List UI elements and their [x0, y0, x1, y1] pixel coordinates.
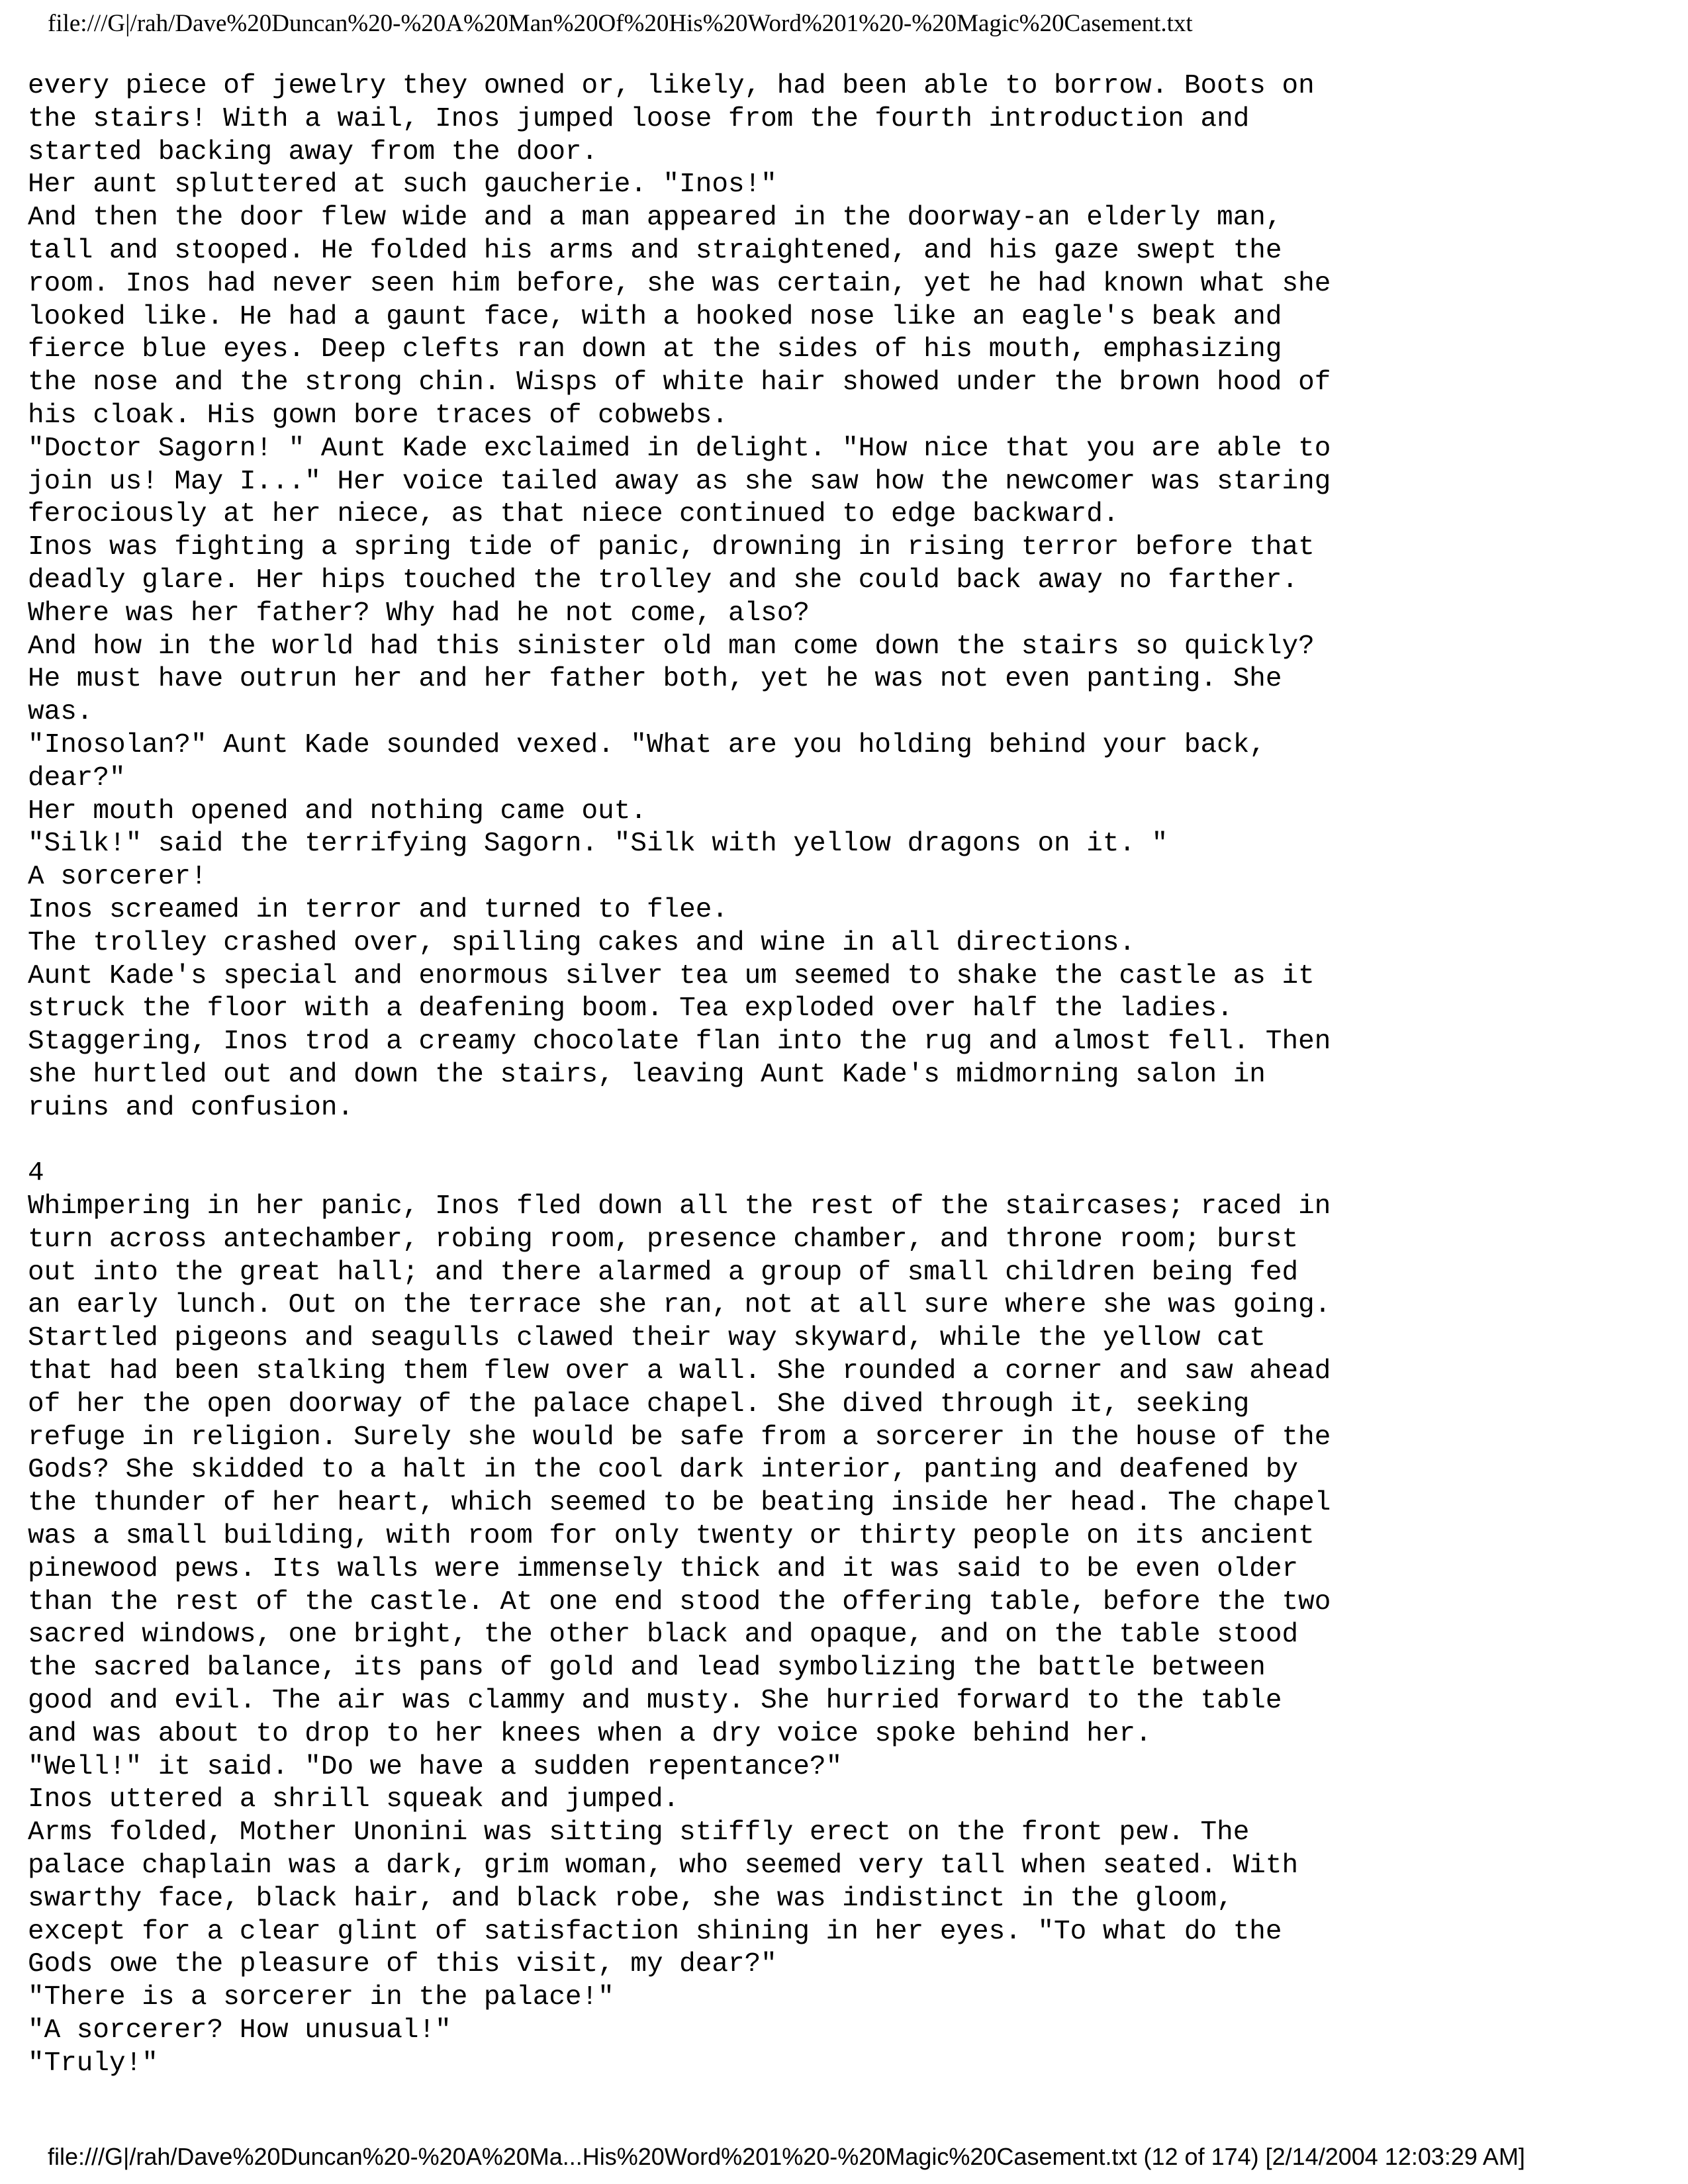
text-line: tall and stooped. He folded his arms and straightened, and his gaze swept the	[28, 235, 1282, 266]
text-line: swarthy face, black hair, and black robe, she was indistinct in the gloom,	[28, 1883, 1233, 1914]
text-line	[28, 1125, 1656, 1158]
text-line: sacred windows, one bright, the other black and opaque, and on the table stood	[28, 1619, 1299, 1651]
text-line: turn across antechamber, robing room, presence chamber, and throne room; burst	[28, 1224, 1299, 1255]
text-line: struck the floor with a deafening boom. Tea exploded over half the ladies.	[28, 993, 1233, 1024]
text-line: was.	[28, 697, 93, 728]
text-line: "Inosolan?" Aunt Kade sounded vexed. "What are you holding behind your back,	[28, 729, 1266, 760]
text-line: Her mouth opened and nothing came out.	[28, 796, 647, 827]
text-line: "Truly!"	[28, 2048, 158, 2079]
text-line: an early lunch. Out on the terrace she ran, not at all sure where she was going.	[28, 1290, 1331, 1321]
text-line: "Doctor Sagorn! " Aunt Kade exclaimed in delight. "How nice that you are able to	[28, 433, 1331, 464]
text-line: every piece of jewelry they owned or, likely, had been able to borrow. Boots on	[28, 71, 1315, 101]
text-line: And how in the world had this sinister old man come down the stairs so quickly?	[28, 631, 1315, 662]
text-line: except for a clear glint of satisfaction shining in her eyes. "To what do the	[28, 1916, 1282, 1947]
text-line: "A sorcerer? How unusual!"	[28, 2015, 451, 2046]
page-url-header: file:///G|/rah/Dave%20Duncan%20-%20A%20Man%20Of%20His%20Word%201%20-%20Magic%20Casement.txt	[48, 10, 1193, 37]
text-line: join us! May I..." Her voice tailed away as she saw how the newcomer was staring	[28, 466, 1331, 497]
text-line: Arms folded, Mother Unonini was sitting stiffly erect on the front pew. The	[28, 1817, 1250, 1848]
text-line: "There is a sorcerer in the palace!"	[28, 1982, 614, 2013]
text-line: Staggering, Inos trod a creamy chocolate flan into the rug and almost fell. Then	[28, 1026, 1331, 1058]
text-line: Gods? She skidded to a halt in the cool dark interior, panting and deafened by	[28, 1455, 1299, 1486]
text-line: his cloak. His gown bore traces of cobwebs.	[28, 400, 728, 431]
text-line: good and evil. The air was clammy and musty. She hurried forward to the table	[28, 1686, 1282, 1717]
text-line: Inos was fighting a spring tide of panic, drowning in rising terror before that	[28, 532, 1315, 563]
text-line: started backing away from the door.	[28, 136, 598, 167]
text-line: she hurtled out and down the stairs, leaving Aunt Kade's midmorning salon in	[28, 1059, 1266, 1090]
page-footer-status: file:///G|/rah/Dave%20Duncan%20-%20A%20Ma...His%20Word%201%20-%20Magic%20Casement.txt (12 of 174) [2/14/2004 12:03:29 AM]	[48, 2143, 1525, 2170]
text-line: "Silk!" said the terrifying Sagorn. "Silk with yellow dragons on it. "	[28, 829, 1168, 860]
text-line: Aunt Kade's special and enormous silver tea um seemed to shake the castle as it	[28, 960, 1315, 991]
text-line: And then the door flew wide and a man appeared in the doorway-an elderly man,	[28, 203, 1282, 234]
text-line: 4	[28, 1158, 44, 1189]
text-line: A sorcerer!	[28, 862, 207, 893]
text-line: of her the open doorway of the palace chapel. She dived through it, seeking	[28, 1388, 1250, 1420]
text-line: Inos uttered a shrill squeak and jumped.	[28, 1784, 680, 1815]
text-line: the stairs! With a wail, Inos jumped loose from the fourth introduction and	[28, 103, 1250, 134]
text-line: and was about to drop to her knees when a dry voice spoke behind her.	[28, 1718, 1152, 1749]
text-line: "Well!" it said. "Do we have a sudden repentance?"	[28, 1751, 843, 1782]
text-line: fierce blue eyes. Deep clefts ran down at the sides of his mouth, emphasizing	[28, 334, 1282, 365]
text-line: the nose and the strong chin. Wisps of white hair showed under the brown hood of	[28, 367, 1331, 398]
text-line: ferociously at her niece, as that niece continued to edge backward.	[28, 499, 1119, 530]
text-line: Her aunt spluttered at such gaucherie. "Inos!"	[28, 169, 777, 201]
text-line: out into the great hall; and there alarmed a group of small children being fed	[28, 1257, 1299, 1288]
text-line: Whimpering in her panic, Inos fled down all the rest of the staircases; raced in	[28, 1191, 1331, 1222]
text-line: deadly glare. Her hips touched the trolley and she could back away no farther.	[28, 565, 1299, 596]
text-line: ruins and confusion.	[28, 1092, 354, 1123]
text-line: dear?"	[28, 762, 126, 794]
text-line: palace chaplain was a dark, grim woman, who seemed very tall when seated. With	[28, 1850, 1299, 1882]
text-line: Inos screamed in terror and turned to flee.	[28, 894, 728, 925]
text-line: was a small building, with room for only twenty or thirty people on its ancient	[28, 1521, 1315, 1552]
text-line: pinewood pews. Its walls were immensely thick and it was said to be even older	[28, 1553, 1299, 1584]
text-line: the thunder of her heart, which seemed to be beating inside her head. The chapel	[28, 1488, 1331, 1519]
text-line: looked like. He had a gaunt face, with a hooked nose like an eagle's beak and	[28, 301, 1282, 332]
text-line: that had been stalking them flew over a wall. She rounded a corner and saw ahead	[28, 1356, 1331, 1387]
text-line: the sacred balance, its pans of gold and lead symbolizing the battle between	[28, 1653, 1266, 1684]
text-line: refuge in religion. Surely she would be safe from a sorcerer in the house of the	[28, 1422, 1331, 1453]
text-line: Gods owe the pleasure of this visit, my dear?"	[28, 1949, 777, 1980]
text-line: Where was her father? Why had he not come, also?	[28, 598, 810, 629]
text-line: Startled pigeons and seagulls clawed their way skyward, while the yellow cat	[28, 1323, 1266, 1354]
text-line: room. Inos had never seen him before, she was certain, yet he had known what she	[28, 268, 1331, 299]
text-line: than the rest of the castle. At one end stood the offering table, before the two	[28, 1586, 1331, 1617]
text-line: He must have outrun her and her father both, yet he was not even panting. She	[28, 664, 1282, 695]
text-line: The trolley crashed over, spilling cakes and wine in all directions.	[28, 927, 1136, 958]
document-text	[28, 70, 1656, 2081]
